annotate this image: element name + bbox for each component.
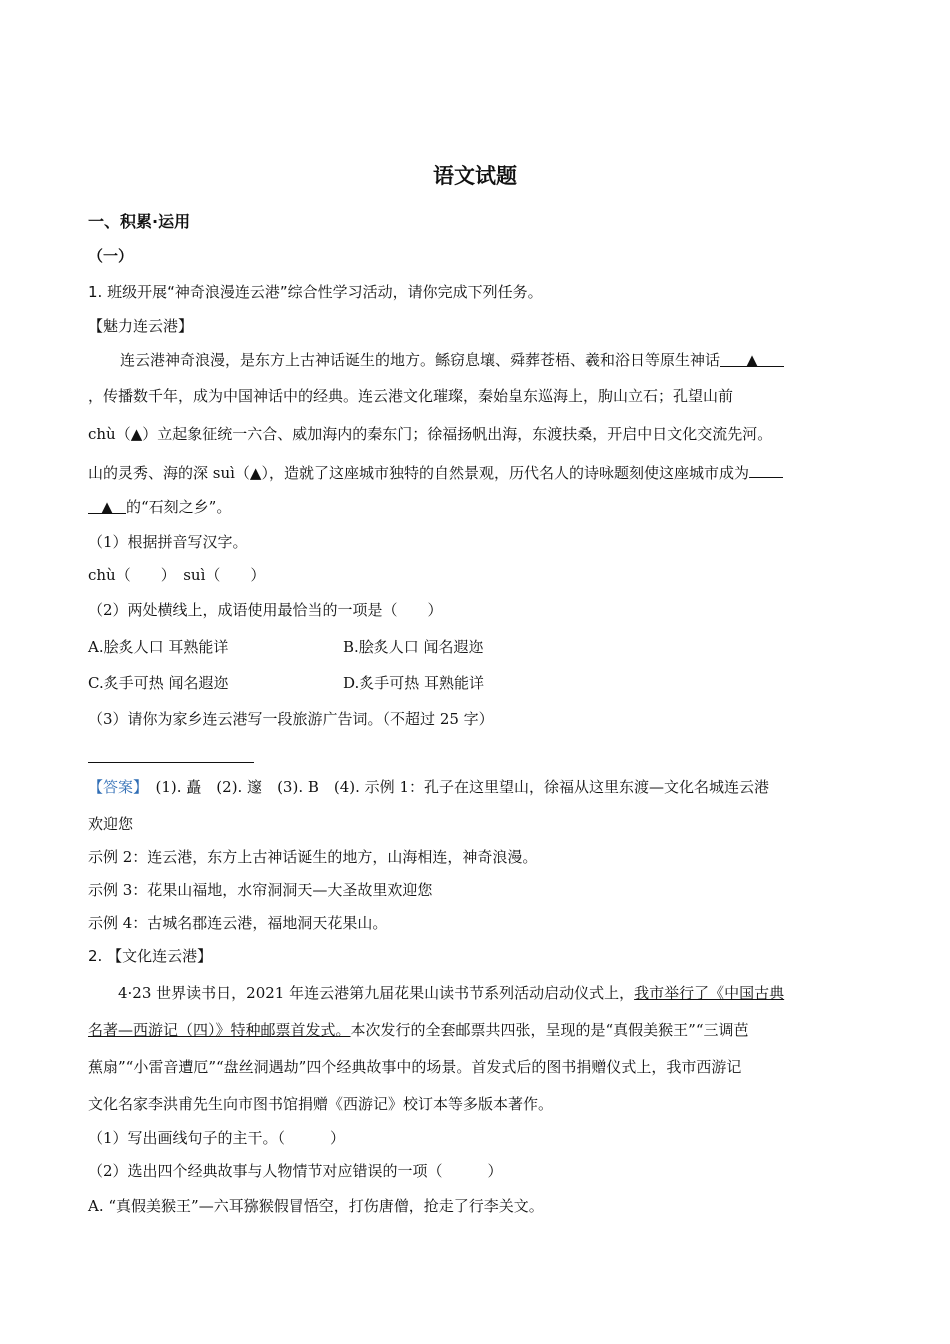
q2-passage-line-2 — [88, 1020, 749, 1040]
passage-text: 的“石刻之乡”。 — [126, 498, 232, 516]
fill-blank-2-start[interactable] — [749, 461, 783, 478]
example-3: 示例 3：花果山福地，水帘洞洞天—大圣故里欢迎您 — [88, 881, 433, 899]
question-1-stem: 1. 班级开展“神奇浪漫连云港”综合性学习活动，请你完成下列任务。 — [88, 283, 543, 301]
q2-option-a[interactable]: A. “真假美猴王”—六耳猕猴假冒悟空，打伤唐僧，抢走了行李关文。 — [88, 1197, 544, 1215]
passage-text: 山的灵秀、海的深 suì（▲），造就了这座城市独特的自然景观，历代名人的诗咏题刻使这座城市成为 — [88, 464, 749, 482]
passage-text: 连云港神奇浪漫，是东方上古神话诞生的地方。鲧窃息壤、舜葬苍梧、羲和浴日等原生神话 — [120, 351, 721, 369]
q2-sub-question-2: （2）选出四个经典故事与人物情节对应错误的一项（ ） — [88, 1162, 503, 1180]
passage-text: 本次发行的全套邮票共四张，呈现的是“真假美猴王”“三调芭 — [350, 1021, 749, 1039]
underlined-sentence: 我市举行了《中国古典 — [634, 984, 785, 1002]
q2-sub-question-1: （1）写出画线句子的主干。（ ） — [88, 1129, 346, 1147]
section-heading: 一、积累·运用 — [88, 212, 191, 231]
answer-tag: 【答案】 — [88, 778, 141, 796]
subsection-heading: （一） — [88, 247, 134, 265]
passage-line-5 — [88, 497, 231, 517]
option-d[interactable]: D.炙手可热 耳熟能详 — [343, 674, 485, 692]
fill-blank-1[interactable]: ▲ — [720, 350, 784, 367]
page-title: 语文试题 — [433, 164, 517, 188]
underlined-sentence: 名著—西游记（四）》特种邮票首发式。 — [88, 1021, 351, 1039]
example-2: 示例 2：连云港，东方上古神话诞生的地方，山海相连，神奇浪漫。 — [88, 848, 538, 866]
sub-question-1: （1）根据拼音写汉字。 — [88, 533, 248, 551]
answer-text: (1). 矗 (2). 邃 (3). B (4). 示例 1：孔子在这里望山，徐福从这里东渡—文化名城连云港 — [140, 778, 769, 796]
question-2-stem: 2. 【文化连云港】 — [88, 947, 213, 965]
answer-line-1 — [88, 777, 769, 797]
passage-line-1 — [120, 350, 784, 370]
q2-passage-line-3: 蕉扇”“小雷音遭厄”“盘丝洞遇劫”四个经典故事中的场景。首发式后的图书捐赠仪式上，我市西游记 — [88, 1058, 742, 1076]
option-c[interactable]: C.炙手可热 闻名遐迩 — [88, 674, 229, 692]
example-4: 示例 4：古城名郡连云港，福地洞天花果山。 — [88, 914, 388, 932]
pinyin-answer-slots: chù（ ） suì（ ） — [88, 566, 266, 584]
passage-text: 4·23 世界读书日，2021 年连云港第九届花果山读书节系列活动启动仪式上， — [118, 984, 635, 1002]
answer-line-2: 欢迎您 — [88, 815, 134, 833]
q2-passage-line-4: 文化名家李洪甫先生向市图书馆捐赠《西游记》校订本等多版本著作。 — [88, 1095, 554, 1113]
option-a[interactable]: A.脍炙人口 耳熟能详 — [88, 638, 229, 656]
passage-line-2: ，传播数千年，成为中国神话中的经典。连云港文化璀璨，秦始皇东巡海上，朐山立石；孔望山前 — [88, 387, 734, 405]
option-b[interactable]: B.脍炙人口 闻名遐迩 — [343, 638, 484, 656]
answer-line[interactable] — [88, 762, 254, 763]
question-1-heading: 【魅力连云港】 — [88, 317, 194, 335]
sub-question-2: （2）两处横线上，成语使用最恰当的一项是（ ） — [88, 601, 443, 619]
passage-line-4 — [88, 461, 783, 483]
q2-passage-line-1 — [118, 983, 784, 1003]
fill-blank-2[interactable]: ▲ — [88, 497, 126, 514]
passage-line-3: chù（▲）立起象征统一六合、威加海内的秦东门；徐福扬帆出海，东渡扶桑，开启中日文化交流先河。 — [88, 425, 773, 443]
sub-question-3: （3）请你为家乡连云港写一段旅游广告词。（不超过 25 字） — [88, 710, 494, 728]
